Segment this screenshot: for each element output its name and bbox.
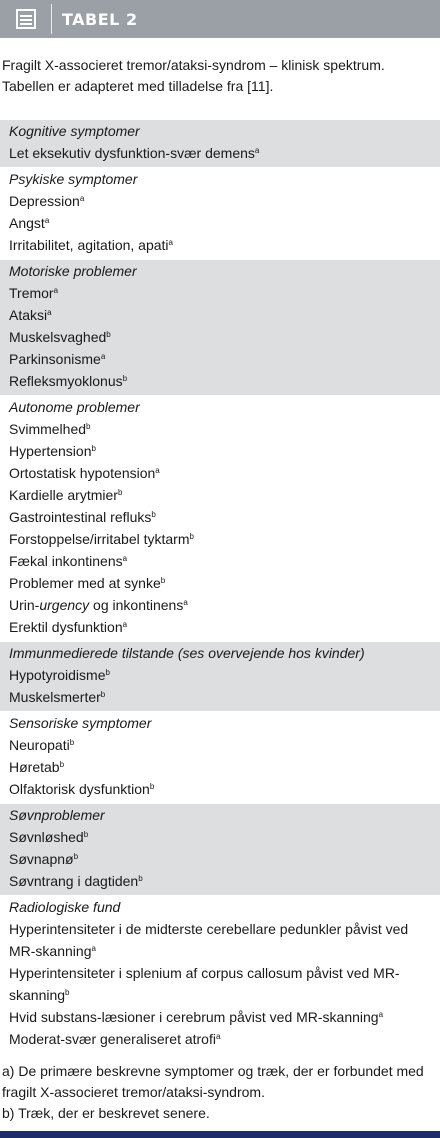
table-section <box>0 259 440 395</box>
table-section <box>0 711 440 803</box>
table-row <box>9 234 440 256</box>
footnote-marker: a <box>53 286 59 295</box>
table-row <box>9 572 440 594</box>
section-heading: Kognitive symptomer <box>9 123 140 139</box>
table-title: TABEL 2 <box>62 9 138 29</box>
row-text: Refleksmyoklonus <box>9 373 123 389</box>
row-text: Hyperintensiteter i splenium af corpus callosum påvist ved MR-skanning <box>9 965 400 1003</box>
row-text: Parkinsonisme <box>9 351 101 367</box>
table-icon <box>16 9 36 29</box>
footnote-marker: a <box>91 944 96 953</box>
table-row <box>9 506 440 528</box>
footnote-marker: a <box>168 238 173 247</box>
footnote-marker: b <box>100 690 106 699</box>
table-row <box>9 664 440 686</box>
footnote-marker: b <box>83 830 89 839</box>
row-text: Søvnløshed <box>9 829 84 845</box>
row-text: Let eksekutiv dysfunktion-svær demens <box>9 145 255 161</box>
table-row <box>9 550 440 572</box>
row-text: Irritabilitet, agitation, apati <box>9 237 169 253</box>
section-heading: Immunmedierede tilstande (ses overvejende hos kvinder) <box>9 645 365 661</box>
footnote-marker: b <box>86 422 91 431</box>
row-text: Hvid substans-læsioner i cerebrum påvist ved MR-skanning <box>9 1009 379 1025</box>
table-row <box>9 918 440 962</box>
footnote-marker: b <box>73 852 79 861</box>
footnote-marker: b <box>160 576 166 585</box>
row-text: Ortostatisk hypotension <box>9 465 156 481</box>
footnote-marker: b <box>138 874 143 883</box>
footnote-marker: a <box>100 352 106 361</box>
table-row <box>9 848 440 870</box>
footnote-marker: b <box>151 510 156 519</box>
row-text: Muskelsvaghed <box>9 329 107 345</box>
bottom-bar <box>0 1131 440 1138</box>
table-row <box>9 826 440 848</box>
footnote-marker: b <box>91 444 96 453</box>
header-divider <box>51 4 52 34</box>
footnote-marker: a <box>215 1032 221 1041</box>
row-text: Ataksi <box>9 307 48 323</box>
table-icon-box <box>0 0 52 38</box>
table-row <box>9 870 440 892</box>
footnote-marker: a <box>155 466 160 475</box>
row-text: Urin- <box>9 597 40 613</box>
footnote: a) De primære beskrevne symptomer og træk, der er forbundet med fragilt X-associeret tremor/ataksi-syndrom. <box>2 1063 424 1100</box>
table-row <box>9 616 440 638</box>
table-caption: Fragilt X-associeret tremor/ataksi-syndrom – klinisk spektrum. Tabellen er adapteret med tilladelse fra [11]. <box>2 57 385 94</box>
table-section <box>0 803 440 895</box>
footnote-marker: a <box>254 146 260 155</box>
table-section <box>0 167 440 259</box>
row-text: Gastrointestinal refluks <box>9 509 152 525</box>
table-row <box>9 212 440 234</box>
table-row <box>9 282 440 304</box>
footnote-marker: a <box>44 216 50 225</box>
footnote-marker: a <box>122 554 128 563</box>
footnote-marker: a <box>47 308 52 317</box>
table-row <box>9 418 440 440</box>
footnote-marker: a <box>122 620 128 629</box>
table-row <box>9 304 440 326</box>
footnote-marker: b <box>122 374 128 383</box>
footnote-marker: b <box>117 488 123 497</box>
table-row <box>9 528 440 550</box>
row-text: Hypotyroidisme <box>9 667 106 683</box>
footnote-marker: a <box>79 194 85 203</box>
footnote: b) Træk, der er beskrevet senere. <box>2 1105 210 1121</box>
footnote-marker: b <box>149 782 155 791</box>
row-text: Tremor <box>9 285 54 301</box>
row-text: Forstoppelse/irritabel tyktarm <box>9 531 190 547</box>
table-row <box>9 778 440 800</box>
table-row <box>9 686 440 708</box>
row-text: Søvntrang i dagtiden <box>9 873 139 889</box>
row-text: Neuropati <box>9 737 70 753</box>
table-section <box>0 120 440 167</box>
table-body <box>0 120 440 1053</box>
row-text: Hyperintensiteter i de midterste cerebellare pedunkler påvist ved MR-skanning <box>9 921 409 959</box>
table-row <box>9 1006 440 1028</box>
section-heading: Psykiske symptomer <box>9 171 138 187</box>
section-heading: Radiologiske fund <box>9 899 121 915</box>
row-text: Problemer med at synke <box>9 575 161 591</box>
footnote-marker: b <box>65 988 70 997</box>
table-row <box>9 370 440 392</box>
table-row <box>9 756 440 778</box>
section-heading: Motoriske problemer <box>9 263 137 279</box>
section-heading: Autonome problemer <box>9 399 140 415</box>
row-text: Kardielle arytmier <box>9 487 118 503</box>
table-row <box>9 142 440 164</box>
table-row <box>9 484 440 506</box>
row-text: Fækal inkontinens <box>9 553 123 569</box>
footnote-marker: b <box>105 668 110 677</box>
row-text: Erektil dysfunktion <box>9 619 123 635</box>
table-header <box>0 0 440 38</box>
row-text: Svimmelhed <box>9 421 87 437</box>
row-text: Moderat-svær generaliseret atrofi <box>9 1031 216 1047</box>
table-row <box>9 440 440 462</box>
row-text-italic: urgency <box>39 597 90 613</box>
footnotes <box>0 1053 440 1124</box>
table-row <box>9 326 440 348</box>
footnote-marker: b <box>69 738 75 747</box>
row-text: Søvnapnø <box>9 851 74 867</box>
footnote-marker: a <box>378 1010 384 1019</box>
row-text: Muskelsmerter <box>9 689 101 705</box>
table-row <box>9 462 440 484</box>
table-row <box>9 734 440 756</box>
table-row <box>9 594 440 616</box>
footnote-marker: a <box>183 598 188 607</box>
row-text: Olfaktorisk dysfunktion <box>9 781 150 797</box>
table-row <box>9 1028 440 1050</box>
footnote-marker: b <box>106 330 111 339</box>
table-row <box>9 348 440 370</box>
table-row <box>9 962 440 1006</box>
table-section <box>0 641 440 711</box>
table-section <box>0 395 440 641</box>
row-text: Høretab <box>9 759 60 775</box>
table-section <box>0 895 440 1053</box>
row-text: Depression <box>9 193 80 209</box>
row-text-rest: og inkontinens <box>89 597 184 613</box>
table-row <box>9 190 440 212</box>
row-text: Angst <box>9 215 45 231</box>
row-text: Hypertension <box>9 443 92 459</box>
footnote-marker: b <box>189 532 194 541</box>
section-heading: Søvnproblemer <box>9 807 105 823</box>
section-heading: Sensoriske symptomer <box>9 715 152 731</box>
footnote-marker: b <box>59 760 65 769</box>
